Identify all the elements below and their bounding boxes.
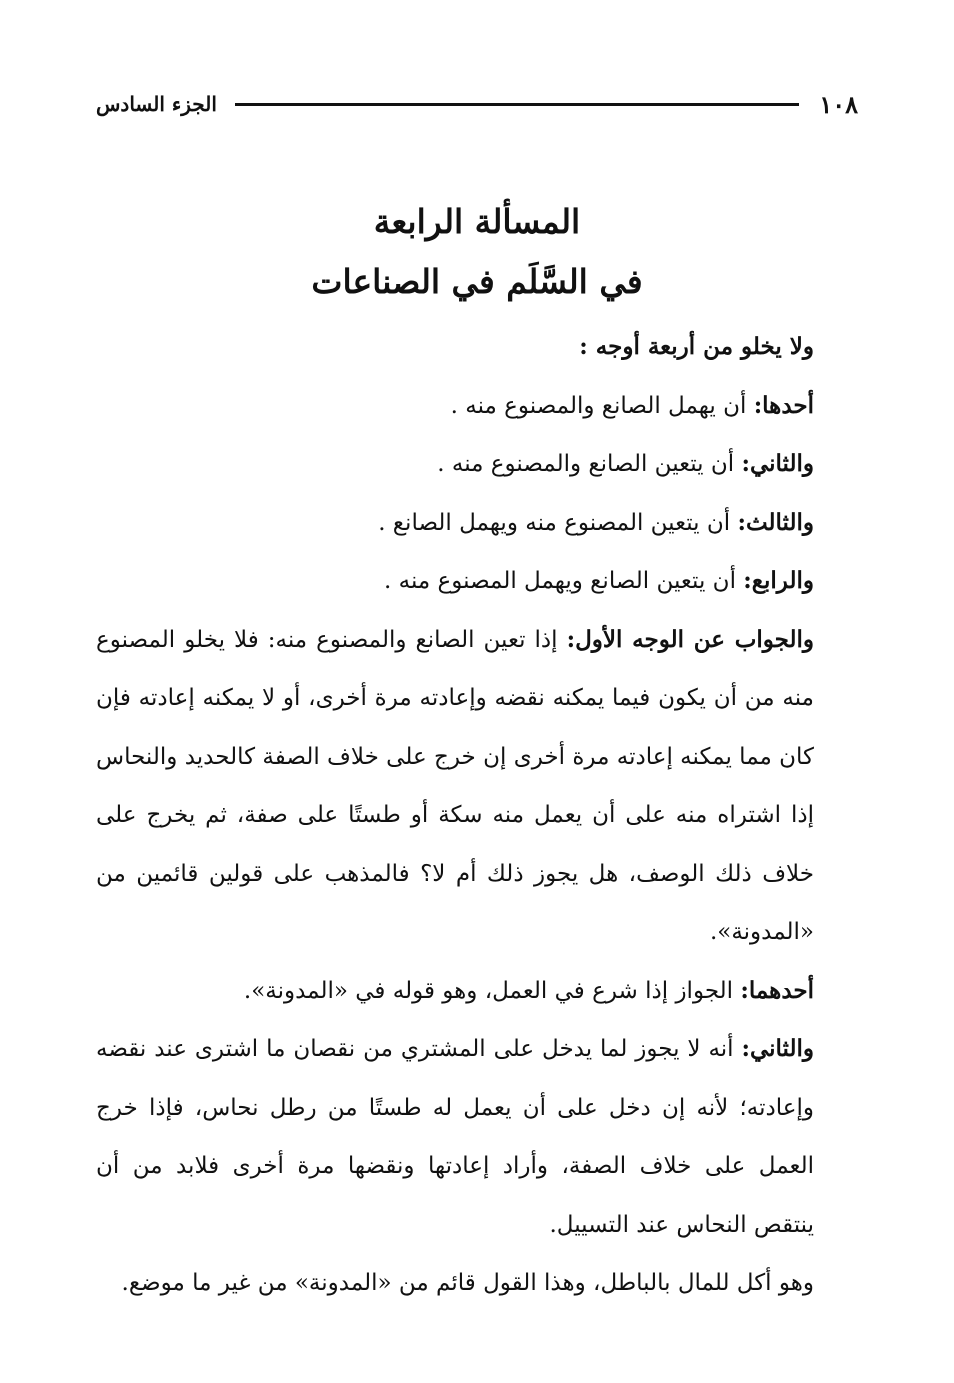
item-4 [96,552,858,611]
first-opinion [96,962,858,1021]
second-opinion-label: والثاني: [741,1035,814,1062]
section-title: المسألة الرابعة [373,202,581,241]
second-opinion [96,1020,858,1254]
item-1-label: أحدها: [753,391,814,419]
running-title: الجزء السادس [96,92,217,116]
item-1-text: أن يهمل الصانع والمصنوع منه . [450,392,754,419]
first-opinion-label: أحدهما: [740,976,814,1004]
item-1 [96,377,858,436]
body-text [96,318,858,1313]
first-opinion-text: الجواز إذا شرع في العمل، وهو قوله في «المدونة». [243,977,741,1004]
item-2 [96,435,858,494]
section-titles [96,192,858,312]
item-2-label: والثاني: [741,450,814,477]
answer-paragraph [96,611,858,962]
second-opinion-text: أنه لا يجوز لما يدخل على المشتري من نقصان ما اشترى عند نقضه وإعادته؛ لأنه إن دخل على أن يعمل له طستًا من رطل نحاس، فإذا خرج العمل على خلاف الصفة، وأراد إعادتها ونقضها مرة أخرى فلابد من أن ينتقص النحاس عند التسييل. [96,1036,814,1238]
header-rule [235,103,799,106]
item-2-text: أن يتعين الصانع والمصنوع منه . [437,451,742,477]
page-header [96,84,858,124]
item-4-text: أن يتعين الصانع ويهمل المصنوع منه . [384,568,744,594]
page-number: ١٠٨ [819,89,858,119]
item-4-label: والرابع: [743,567,814,594]
answer-text: إذا تعين الصانع والمصنوع منه: فلا يخلو المصنوع منه من أن يكون فيما يمكنه نقضه وإعادته مرة أخرى، أو لا يمكنه إعادته فإن كان مما يمكنه إعادته مرة أخرى إن خرج على خلاف الصفة كالحديد والنحاس إذا اشتراه منه على أن يعمل منه سكة أو طستًا على صفة، ثم يخرج على خلاف ذلك الوصف، هل يجوز ذلك أم لا؟ فالمذهب على قولين قائمين من «المدونة». [96,626,814,945]
intro-paragraph: ولا يخلو من أربعة أوجه : [579,333,814,360]
item-3-text: أن يتعين المصنوع منه ويهمل الصانع . [378,509,738,536]
closing-paragraph: وهو أكل للمال بالباطل، وهذا القول قائم من «المدونة» من غير ما موضع. [121,1270,814,1296]
item-3-label: والثالث: [737,508,814,536]
answer-label: والجواب عن الوجه الأول: [566,625,814,653]
item-3 [96,494,858,553]
section-subtitle: في السَّلَم في الصناعات [311,262,643,301]
